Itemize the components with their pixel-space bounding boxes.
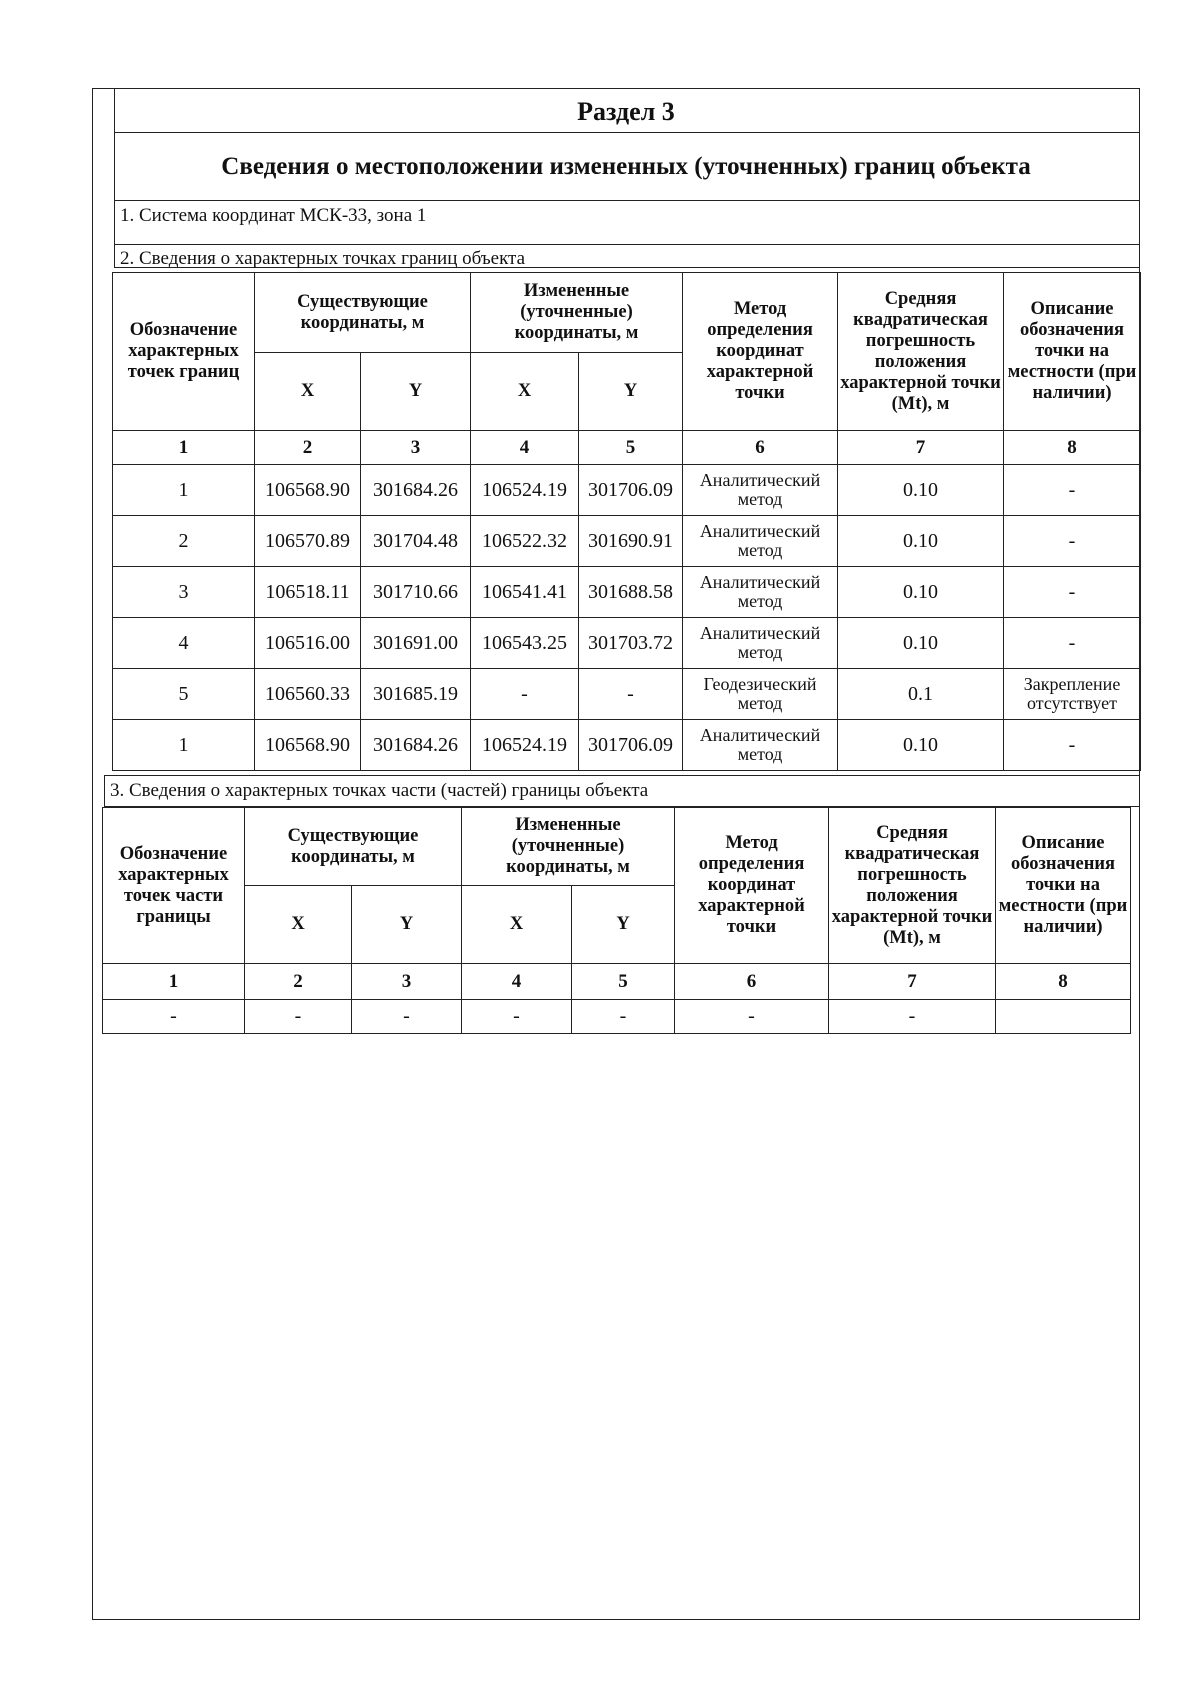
method: Аналитический метод <box>683 567 838 618</box>
changed-x: 106524.19 <box>471 720 579 771</box>
changed-y: - <box>579 669 683 720</box>
changed-y: 301688.58 <box>579 567 683 618</box>
existing-x: 106570.89 <box>255 516 361 567</box>
changed-y: 301706.09 <box>579 465 683 516</box>
table-row <box>113 720 1141 771</box>
description: Закрепление отсутствует <box>1004 669 1141 720</box>
table-row <box>113 618 1141 669</box>
changed-x: 106543.25 <box>471 618 579 669</box>
header-method: Метод определения координат характерной точки <box>683 273 838 431</box>
table-row <box>113 516 1141 567</box>
existing-y: 301685.19 <box>361 669 471 720</box>
column-number: 2 <box>255 431 361 465</box>
changed-x: - <box>462 1000 572 1034</box>
point-id: 1 <box>113 465 255 516</box>
part2-title: 2. Сведения о характерных точках границ объекта <box>120 248 526 269</box>
column-number: 2 <box>245 964 352 1000</box>
header-description: Описание обозначения точки на местности (при наличии) <box>996 808 1131 964</box>
changed-y: 301706.09 <box>579 720 683 771</box>
part-boundary-points-table <box>102 807 1131 1034</box>
mean-error: 0.10 <box>838 465 1004 516</box>
divider <box>114 244 1140 245</box>
changed-y: 301703.72 <box>579 618 683 669</box>
point-id: 5 <box>113 669 255 720</box>
header-y: Y <box>572 886 675 964</box>
table-row <box>113 465 1141 516</box>
existing-x: - <box>245 1000 352 1034</box>
column-number: 1 <box>113 431 255 465</box>
method: Аналитический метод <box>683 465 838 516</box>
divider <box>114 132 1140 133</box>
existing-x: 106516.00 <box>255 618 361 669</box>
column-numbers-row <box>113 431 1141 465</box>
column-number: 6 <box>675 964 829 1000</box>
coordinate-system: 1. Система координат МСК-33, зона 1 <box>120 205 427 226</box>
method: - <box>675 1000 829 1034</box>
method: Аналитический метод <box>683 516 838 567</box>
mean-error: - <box>829 1000 996 1034</box>
header-x: X <box>471 353 579 431</box>
changed-x: 106522.32 <box>471 516 579 567</box>
header-x: X <box>245 886 352 964</box>
changed-x: - <box>471 669 579 720</box>
column-number: 5 <box>572 964 675 1000</box>
column-number: 4 <box>471 431 579 465</box>
changed-y: - <box>572 1000 675 1034</box>
description: - <box>1004 720 1141 771</box>
section-title: Раздел 3 <box>577 97 675 126</box>
point-id: 1 <box>113 720 255 771</box>
column-number: 6 <box>683 431 838 465</box>
column-number: 1 <box>103 964 245 1000</box>
existing-y: - <box>352 1000 462 1034</box>
point-id: 3 <box>113 567 255 618</box>
column-number: 7 <box>838 431 1004 465</box>
method: Аналитический метод <box>683 720 838 771</box>
column-number: 4 <box>462 964 572 1000</box>
method: Геодезический метод <box>683 669 838 720</box>
changed-y: 301690.91 <box>579 516 683 567</box>
mean-error: 0.10 <box>838 618 1004 669</box>
existing-x: 106560.33 <box>255 669 361 720</box>
changed-x: 106524.19 <box>471 465 579 516</box>
header-mean-error: Средняя квадратическая погрешность положения характерной точки (Mt), м <box>838 273 1004 431</box>
description: - <box>1004 516 1141 567</box>
existing-x: 106518.11 <box>255 567 361 618</box>
mean-error: 0.1 <box>838 669 1004 720</box>
description <box>996 1000 1131 1034</box>
header-y: Y <box>352 886 462 964</box>
header-existing-coords: Существующие координаты, м <box>255 273 471 353</box>
point-id: 2 <box>113 516 255 567</box>
description: - <box>1004 465 1141 516</box>
column-numbers-row <box>103 964 1131 1000</box>
header-x: X <box>462 886 572 964</box>
existing-y: 301684.26 <box>361 465 471 516</box>
existing-y: 301691.00 <box>361 618 471 669</box>
point-id: - <box>103 1000 245 1034</box>
existing-y: 301710.66 <box>361 567 471 618</box>
existing-x: 106568.90 <box>255 720 361 771</box>
header-description: Описание обозначения точки на местности (при наличии) <box>1004 273 1141 431</box>
header-y: Y <box>361 353 471 431</box>
description: - <box>1004 567 1141 618</box>
header-mean-error: Средняя квадратическая погрешность положения характерной точки (Mt), м <box>829 808 996 964</box>
column-number: 8 <box>1004 431 1141 465</box>
method: Аналитический метод <box>683 618 838 669</box>
header-method: Метод определения координат характерной точки <box>675 808 829 964</box>
column-number: 8 <box>996 964 1131 1000</box>
mean-error: 0.10 <box>838 516 1004 567</box>
table-row <box>113 567 1141 618</box>
table-row <box>103 1000 1131 1034</box>
header-changed-coords: Измененные (уточненные) координаты, м <box>471 273 683 353</box>
existing-y: 301704.48 <box>361 516 471 567</box>
header-x: X <box>255 353 361 431</box>
header-point-designation: Обозначение характерных точек границ <box>113 273 255 431</box>
header-point-designation: Обозначение характерных точек части границы <box>103 808 245 964</box>
header-changed-coords: Измененные (уточненные) координаты, м <box>462 808 675 886</box>
document-title: Сведения о местоположении измененных (уточненных) границ объекта <box>221 153 1031 180</box>
existing-x: 106568.90 <box>255 465 361 516</box>
header-y: Y <box>579 353 683 431</box>
existing-y: 301684.26 <box>361 720 471 771</box>
mean-error: 0.10 <box>838 720 1004 771</box>
boundary-points-table <box>112 272 1141 771</box>
column-number: 3 <box>361 431 471 465</box>
part3-title: 3. Сведения о характерных точках части (частей) границы объекта <box>110 780 649 801</box>
mean-error: 0.10 <box>838 567 1004 618</box>
table-row <box>113 669 1141 720</box>
point-id: 4 <box>113 618 255 669</box>
header-existing-coords: Существующие координаты, м <box>245 808 462 886</box>
changed-x: 106541.41 <box>471 567 579 618</box>
divider <box>114 200 1140 201</box>
column-number: 3 <box>352 964 462 1000</box>
column-number: 7 <box>829 964 996 1000</box>
description: - <box>1004 618 1141 669</box>
column-number: 5 <box>579 431 683 465</box>
